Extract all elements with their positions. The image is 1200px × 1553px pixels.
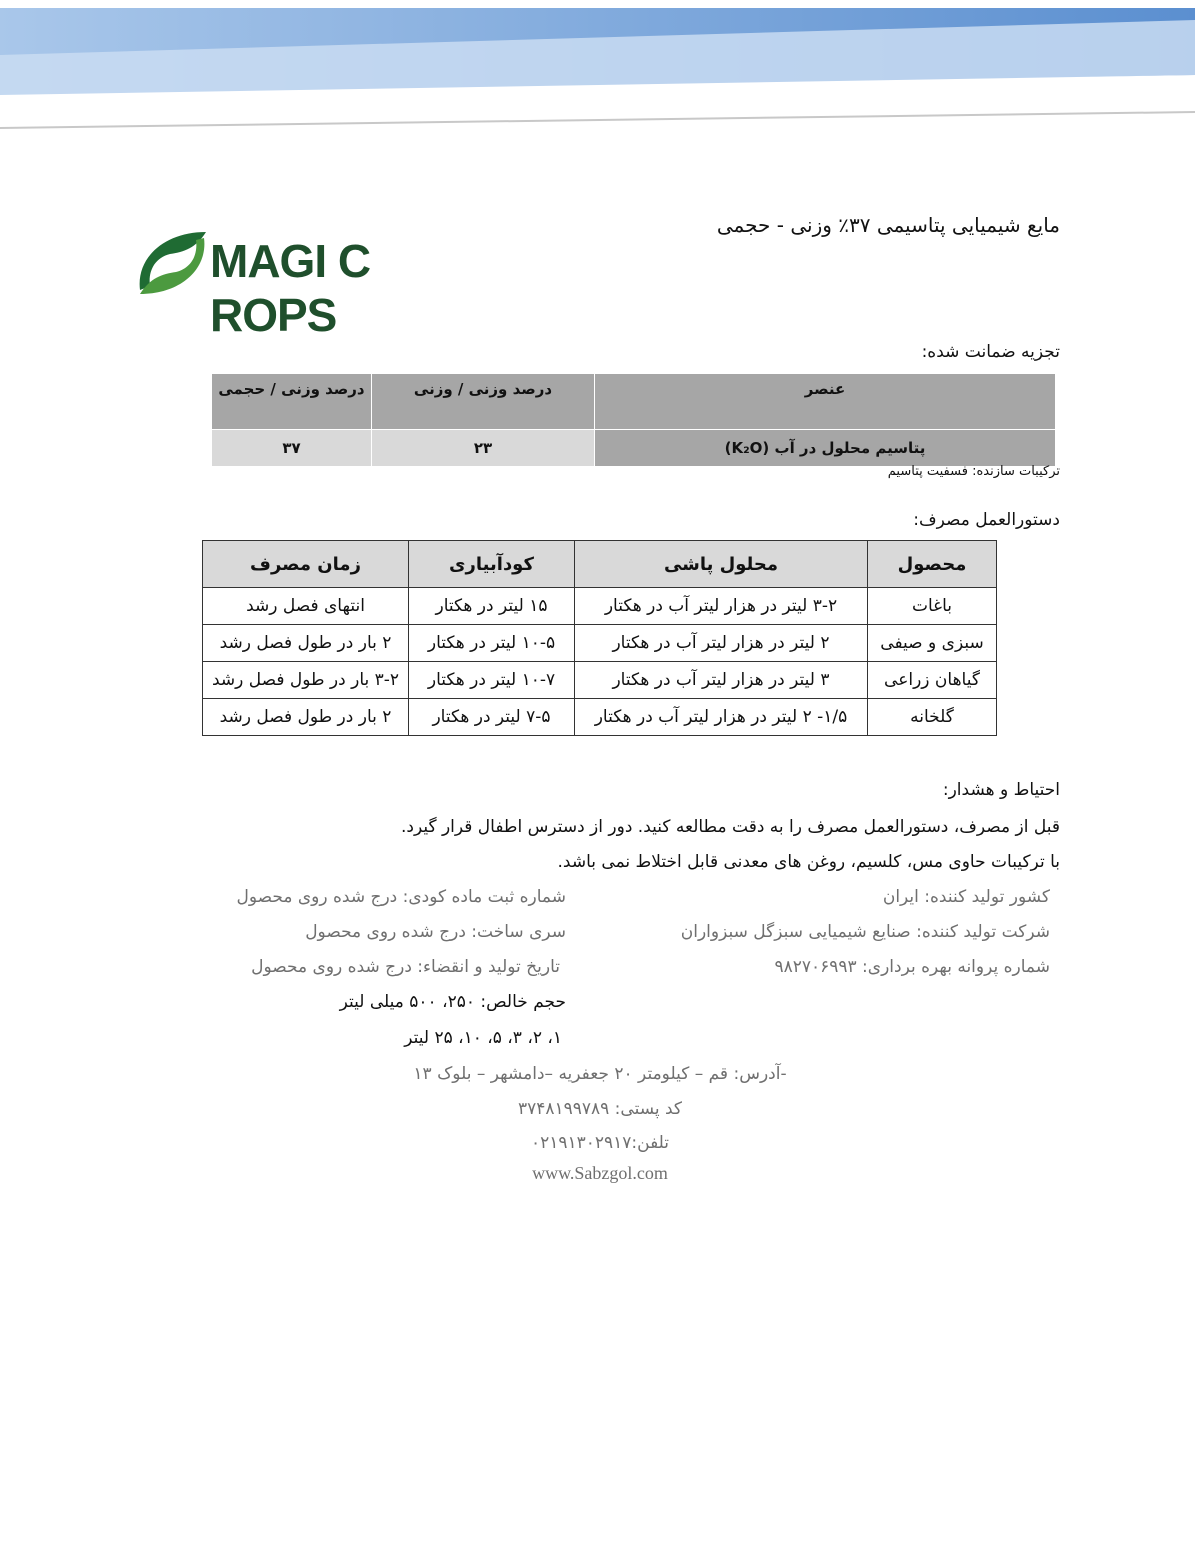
- country-info: کشور تولید کننده: ایران: [882, 887, 1050, 907]
- usage-cell: ۷-۵ لیتر در هکتار: [409, 699, 575, 736]
- usage-cell: ۳-۲ بار در طول فصل رشد: [203, 662, 409, 699]
- table-row: [203, 625, 997, 662]
- usage-table: [202, 540, 997, 736]
- address: -آدرس: قم – کیلومتر ۲۰ جعفریه –دامشهر – بلوک ۱۳: [413, 1064, 787, 1084]
- analysis-wv-value: ۳۷: [212, 430, 372, 467]
- analysis-ww-value: ۲۳: [372, 430, 595, 467]
- usage-header: محلول پاشی: [575, 541, 868, 588]
- usage-heading: دستورالعمل مصرف:: [913, 510, 1060, 530]
- usage-header: کودآبیاری: [409, 541, 575, 588]
- usage-cell: باغات: [868, 588, 997, 625]
- volume-info: حجم خالص: ۲۵۰، ۵۰۰ میلی لیتر: [339, 992, 566, 1012]
- analysis-heading: تجزیه ضمانت شده:: [921, 342, 1060, 362]
- usage-cell: ۱۰-۷ لیتر در هکتار: [409, 662, 575, 699]
- usage-cell: ۱۰-۵ لیتر در هکتار: [409, 625, 575, 662]
- usage-cell: ۳ لیتر در هزار لیتر آب در هکتار: [575, 662, 868, 699]
- analysis-element: پتاسیم محلول در آب (K₂O): [595, 430, 1056, 467]
- warning-line: قبل از مصرف، دستورالعمل مصرف را به دقت مطالعه کنید. دور از دسترس اطفال قرار گیرد.: [400, 817, 1060, 837]
- volume-info: ۱، ۲، ۳، ۵، ۱۰، ۲۵ لیتر: [404, 1028, 562, 1048]
- usage-cell: گلخانه: [868, 699, 997, 736]
- license-info: شماره پروانه بهره برداری: ۹۸۲۷۰۶۹۹۳: [774, 957, 1050, 977]
- usage-cell: گیاهان زراعی: [868, 662, 997, 699]
- usage-cell: ۲ بار در طول فصل رشد: [203, 625, 409, 662]
- ingredients-note: ترکیبات سازنده: فسفیت پتاسیم: [887, 464, 1060, 479]
- analysis-table: [211, 373, 1056, 467]
- phone: تلفن:۰۲۱۹۱۳۰۲۹۱۷: [530, 1133, 670, 1153]
- dates-info: تاریخ تولید و انقضاء: درج شده روی محصول: [251, 957, 560, 977]
- registration-info: شماره ثبت ماده کودی: درج شده روی محصول: [236, 887, 566, 907]
- company-info: شرکت تولید کننده: صنایع شیمیایی سبزگل سبزواران: [680, 922, 1050, 942]
- usage-cell: ۳-۲ لیتر در هزار لیتر آب در هکتار: [575, 588, 868, 625]
- batch-info: سری ساخت: درج شده روی محصول: [305, 922, 566, 942]
- postal-code: کد پستی: ۳۷۴۸۱۹۹۷۸۹: [517, 1099, 683, 1119]
- table-row: [203, 699, 997, 736]
- logo-text: MAGI C ROPS: [210, 235, 371, 341]
- leaf-icon: [134, 228, 210, 298]
- usage-cell: ۲ بار در طول فصل رشد: [203, 699, 409, 736]
- warning-heading: احتیاط و هشدار:: [942, 780, 1060, 800]
- usage-cell: ۱۵ لیتر در هکتار: [409, 588, 575, 625]
- usage-cell: سبزی و صیفی: [868, 625, 997, 662]
- brand-logo: [134, 228, 464, 341]
- analysis-header: درصد وزنی / حجمی: [212, 374, 372, 430]
- analysis-header: عنصر: [595, 374, 1056, 430]
- usage-cell: انتهای فصل رشد: [203, 588, 409, 625]
- usage-cell: ۱/۵- ۲ لیتر در هزار لیتر آب در هکتار: [575, 699, 868, 736]
- analysis-header: درصد وزنی / وزنی: [372, 374, 595, 430]
- table-row: [203, 662, 997, 699]
- warning-line: با ترکیبات حاوی مس، کلسیم، روغن های معدنی قابل اختلاط نمی باشد.: [557, 852, 1060, 872]
- usage-header: محصول: [868, 541, 997, 588]
- table-row: [203, 588, 997, 625]
- document-title: مایع شیمیایی پتاسیمی ۳۷٪ وزنی - حجمی: [716, 213, 1060, 237]
- usage-header: زمان مصرف: [203, 541, 409, 588]
- header-band: [0, 0, 1200, 140]
- website-link[interactable]: www.Sabzgol.com: [532, 1163, 668, 1183]
- usage-cell: ۲ لیتر در هزار لیتر آب در هکتار: [575, 625, 868, 662]
